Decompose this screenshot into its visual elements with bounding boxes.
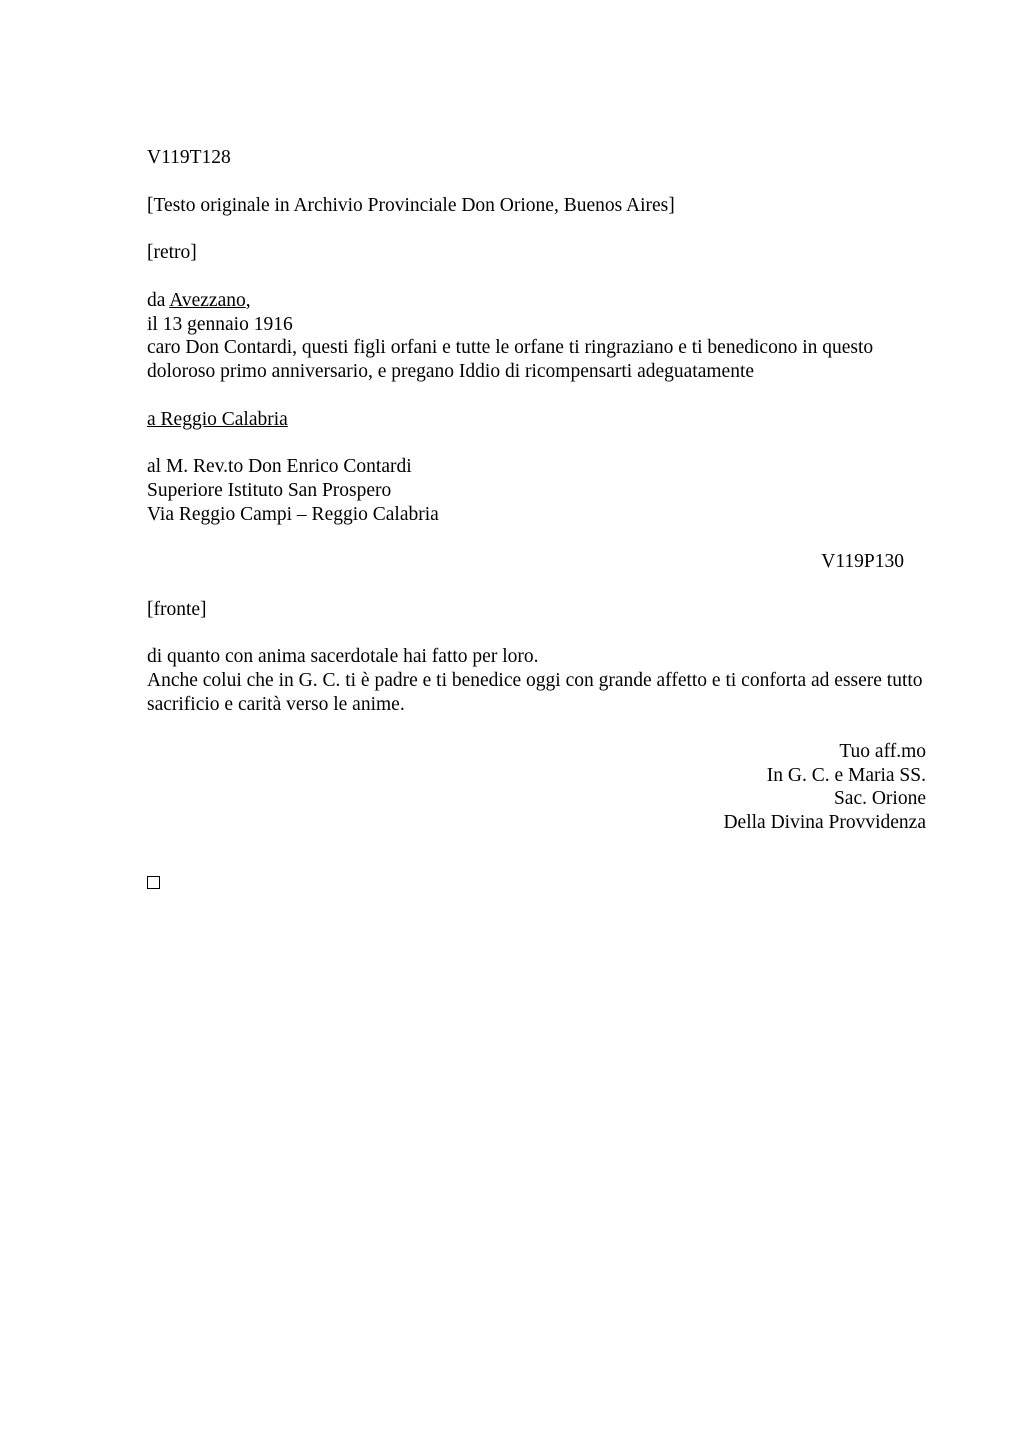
page-code: V119P130 <box>821 551 904 572</box>
origin-suffix: , <box>245 290 251 311</box>
signature-line-1: Tuo aff.mo <box>839 741 926 762</box>
address-line-1: al M. Rev.to Don Enrico Contardi <box>147 456 412 477</box>
destination: a Reggio Calabria <box>147 409 288 430</box>
retro-paragraph: caro Don Contardi, questi figli orfani e tutte le orfane ti ringraziano e ti benedicono in questo doloroso primo anniversario, e pregano Iddio di ricompensarti adeguatamente <box>147 337 874 382</box>
fronte-paragraph: Anche colui che in G. C. ti è padre e ti benedice oggi con grande affetto e ti conforta ad essere tutto sacrificio e carità verso le anime. <box>147 670 923 715</box>
origin-place: Avezzano <box>169 290 246 311</box>
fronte-label: [fronte] <box>147 599 207 620</box>
signature-line-4: Della Divina Provvidenza <box>723 812 926 833</box>
source-note: [Testo originale in Archivio Provinciale Don Orione, Buenos Aires] <box>147 195 675 216</box>
document-code: V119T128 <box>147 147 231 168</box>
date-line: il 13 gennaio 1916 <box>147 314 293 335</box>
origin-line <box>147 289 251 313</box>
origin-prefix: da <box>147 290 170 311</box>
address-line-2: Superiore Istituto San Prospero <box>147 480 392 501</box>
signature-line-2: In G. C. e Maria SS. <box>766 765 926 786</box>
fronte-line-1: di quanto con anima sacerdotale hai fatto per loro. <box>147 646 539 667</box>
signature-line-3: Sac. Orione <box>833 788 926 809</box>
address-line-3: Via Reggio Campi – Reggio Calabria <box>147 504 439 525</box>
placeholder-box-icon <box>147 876 160 889</box>
retro-label: [retro] <box>147 242 197 263</box>
